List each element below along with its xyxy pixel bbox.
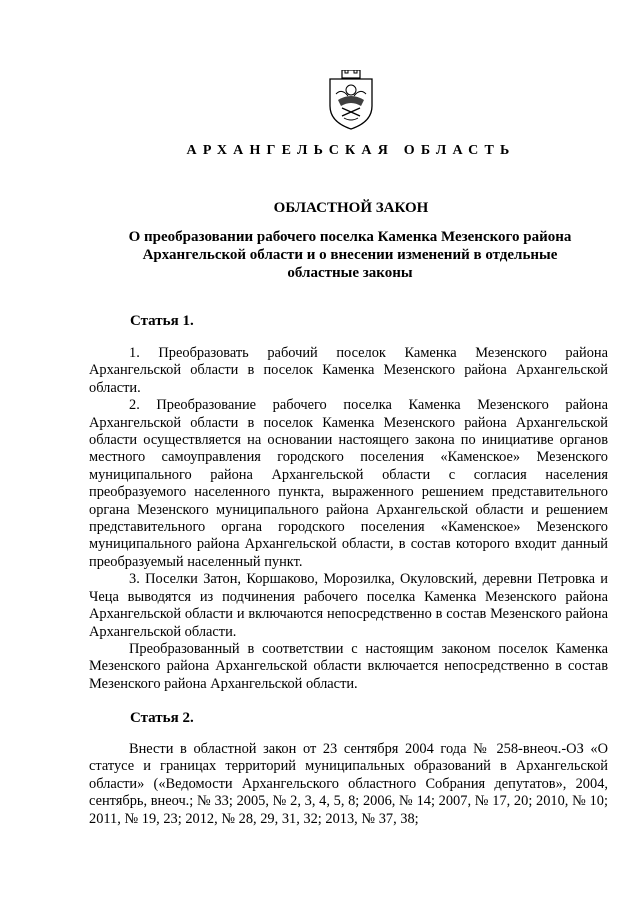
article-1-paragraph: 1. Преобразовать рабочий поселок Каменка Мезенского района Архангельской области в поселок Каменка Мезенского района Архангельской области. [89, 345, 608, 396]
article-2-body [89, 741, 608, 828]
region-name: АРХАНГЕЛЬСКАЯ ОБЛАСТЬ [186, 143, 516, 158]
coat-of-arms-icon [328, 70, 374, 130]
article-1-body [89, 345, 608, 693]
article-1-paragraph: Преобразованный в соответствии с настоящим законом поселок Каменка Мезенского района Архангельской области включается непосредственно в состав Мезенского района Архангельской области. [89, 640, 608, 692]
article-1-paragraph: 2. Преобразование рабочего поселка Каменка Мезенского района Архангельской области в поселок Каменка Мезенского района Архангельской области осуществляется на основании настоящего закона по инициативе органов местного самоуправления городского поселения «Каменское» Мезенского муниципального района Архангельской области с согласия населения преобразуемого населенного пункта, выраженного решением представительного органа Мезенского муниципального района Архангельской области и решением представительного органа городского поселения «Каменское» Мезенского муниципального района Архангельской области, в состав которого входит данный преобразуемый населенный пункт. [89, 397, 608, 570]
article-2-paragraph: Внести в областной закон от 23 сентября 2004 года № 258-внеоч.-ОЗ «О статусе и границах территорий муниципальных образований в Архангельской области» («Ведомости Архангельского областного Собрания депутатов», 2004, сентябрь, внеоч.; № 33; 2005, № 2, 3, 4, 5, 8; 2006, № 14; 2007, № 17, 20; 2010, № 10; 2011, № 19, 23; 2012, № 28, 29, 31, 32; 2013, № 37, 38; [89, 741, 608, 827]
article-1-paragraph: 3. Поселки Затон, Коршаково, Морозилка, Окуловский, деревни Петровка и Чеца выводятся из подчинения рабочего поселка Каменка Мезенского района Архангельской области и включаются непосредственно в состав Мезенского района Архангельской области. [89, 571, 608, 640]
law-title: О преобразовании рабочего поселка Каменка Мезенского района Архангельской области и о внесении изменений в отдельные областные законы [128, 229, 572, 281]
article-1-heading: Статья 1. [130, 313, 194, 329]
law-type: ОБЛАСТНОЙ ЗАКОН [273, 200, 429, 216]
article-2-heading: Статья 2. [130, 710, 194, 726]
